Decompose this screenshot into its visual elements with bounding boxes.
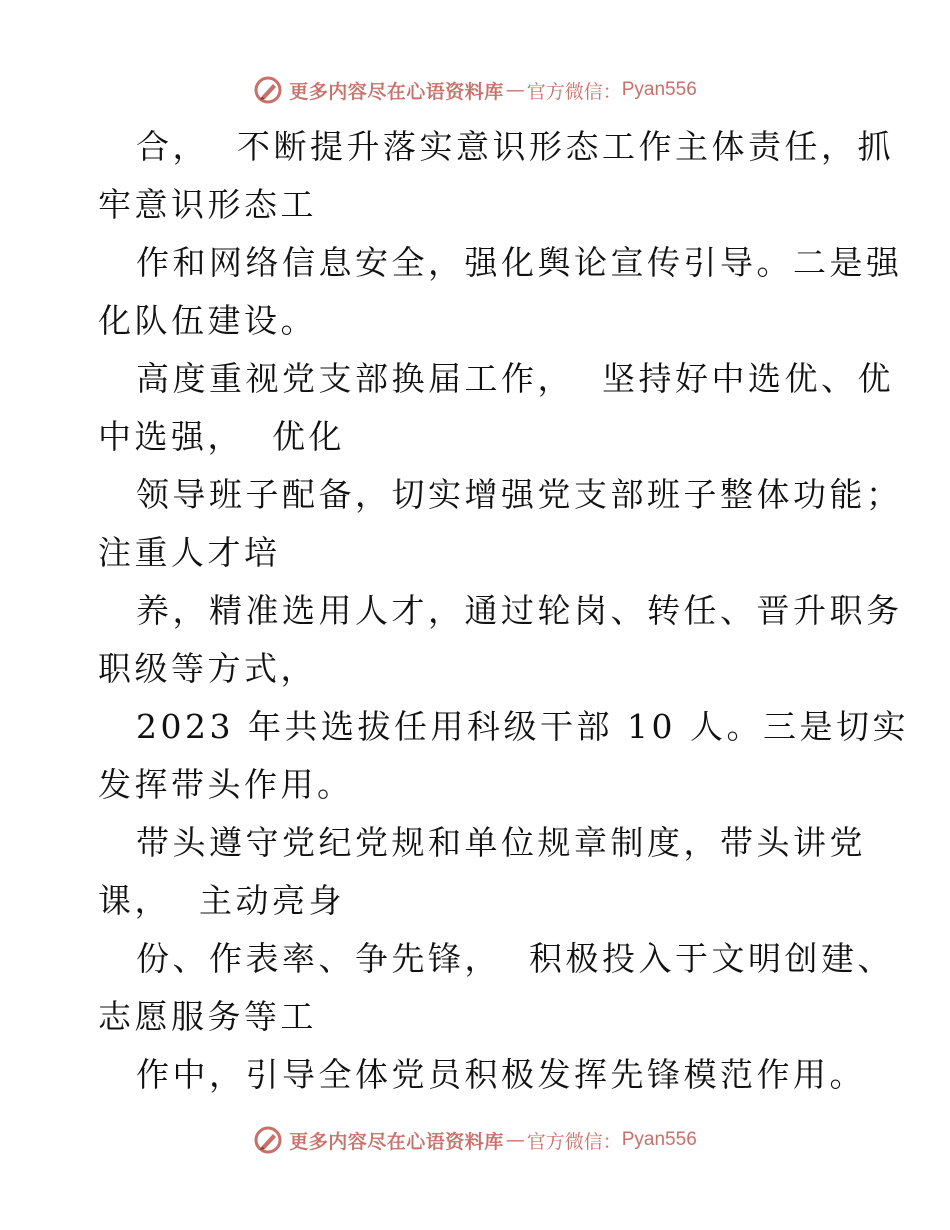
pen-logo-icon	[253, 75, 283, 105]
banner-wechat-id: Pyan556	[621, 79, 697, 100]
text-line: 课， 主动亮身	[98, 881, 345, 920]
footer-watermark-banner	[0, 1120, 950, 1160]
pen-logo-icon	[253, 1125, 283, 1155]
text-line: 作和网络信息安全，强化舆论宣传引导。二是强	[136, 243, 903, 282]
banner-separator: —	[505, 1129, 525, 1151]
text-line: 养，精准选用人才，通过轮岗、转任、晋升职务	[136, 591, 903, 630]
document-body	[98, 118, 909, 1104]
text-line: 中选强， 优化	[98, 417, 345, 456]
text-line: 志愿服务等工	[98, 997, 317, 1036]
banner-text: 更多内容尽在心语资料库	[289, 80, 504, 103]
banner-wechat-label: 官方微信：	[526, 80, 622, 103]
banner-wechat-id: Pyan556	[621, 1129, 697, 1150]
text-line: 2023 年共选拔任用科级干部 10 人。三是切实	[136, 707, 909, 746]
text-line: 份、作表率、争先锋， 积极投入于文明创建、	[136, 939, 894, 978]
text-line: 带头遵守党纪党规和单位规章制度，带头讲党	[136, 823, 866, 862]
text-line: 化队伍建设。	[98, 301, 317, 340]
text-line: 领导班子配备，切实增强党支部班子整体功能；	[136, 475, 903, 514]
text-line: 牢意识形态工	[98, 185, 317, 224]
header-watermark-banner	[0, 70, 950, 110]
text-line: 合， 不断提升落实意识形态工作主体责任，抓	[136, 127, 894, 166]
text-line: 职级等方式，	[98, 649, 317, 688]
banner-text: 更多内容尽在心语资料库	[289, 1130, 504, 1153]
text-line: 注重人才培	[98, 533, 281, 572]
text-line: 作中，引导全体党员积极发挥先锋模范作用。	[136, 1055, 866, 1094]
banner-wechat-label: 官方微信：	[526, 1130, 622, 1153]
text-line: 高度重视党支部换届工作， 坚持好中选优、优	[136, 359, 894, 398]
banner-separator: —	[505, 79, 525, 101]
text-line: 发挥带头作用。	[98, 765, 354, 804]
